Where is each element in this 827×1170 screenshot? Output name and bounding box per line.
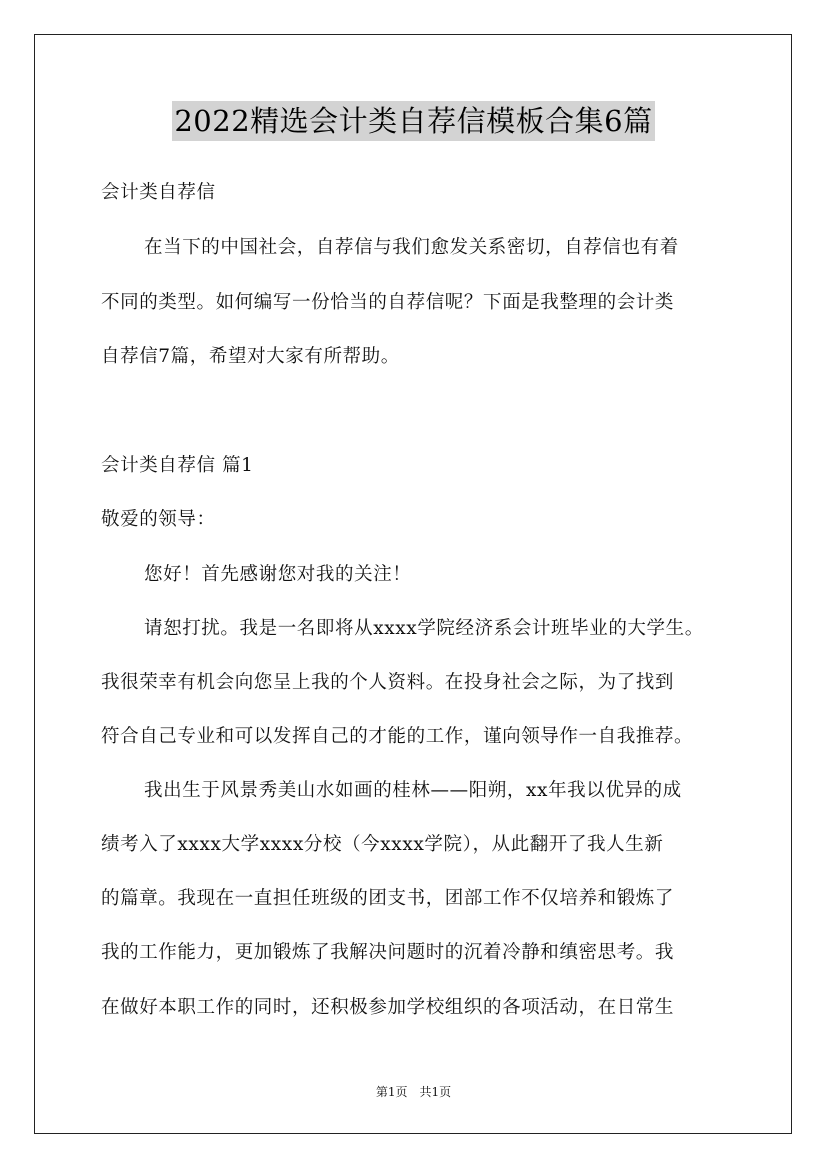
heading-line: 会计类自荐信 xyxy=(101,182,216,203)
paragraph-line: 在当下的中国社会，自荐信与我们愈发关系密切，自荐信也有着 xyxy=(144,237,679,258)
salutation: 敬爱的领导： xyxy=(101,509,216,530)
page-number-footer: 第1页 共1页 xyxy=(375,1085,452,1099)
paragraph-line: 的篇章。我现在一直担任班级的团支书，团部工作不仅培养和锻炼了 xyxy=(101,888,675,909)
paragraph-line: 不同的类型。如何编写一份恰当的自荐信呢？下面是我整理的会计类 xyxy=(101,292,675,313)
section-heading: 会计类自荐信 篇1 xyxy=(101,455,254,476)
paragraph-line: 您好！首先感谢您对我的关注！ xyxy=(144,564,412,585)
document-title: 2022精选会计类自荐信模板合集6篇 xyxy=(172,101,654,141)
paragraph-line: 我的工作能力，更加锻炼了我解决问题时的沉着冷静和缜密思考。我 xyxy=(101,942,675,963)
paragraph-line: 符合自己专业和可以发挥自己的才能的工作，谨向领导作一自我推荐。 xyxy=(101,726,694,747)
paragraph-line: 在做好本职工作的同时，还积极参加学校组织的各项活动，在日常生 xyxy=(101,997,675,1018)
title-container xyxy=(0,101,827,141)
paragraph-line: 自荐信7篇，希望对大家有所帮助。 xyxy=(101,346,400,367)
paragraph-line: 绩考入了xxxx大学xxxx分校（今xxxx学院），从此翻开了我人生新 xyxy=(101,834,664,855)
paragraph-line: 请恕打扰。我是一名即将从xxxx学院经济系会计班毕业的大学生。 xyxy=(144,618,704,639)
paragraph-line: 我很荣幸有机会向您呈上我的个人资料。在投身社会之际，为了找到 xyxy=(101,672,675,693)
paragraph-line: 我出生于风景秀美山水如画的桂林——阳朔，xx年我以优异的成 xyxy=(144,780,682,801)
